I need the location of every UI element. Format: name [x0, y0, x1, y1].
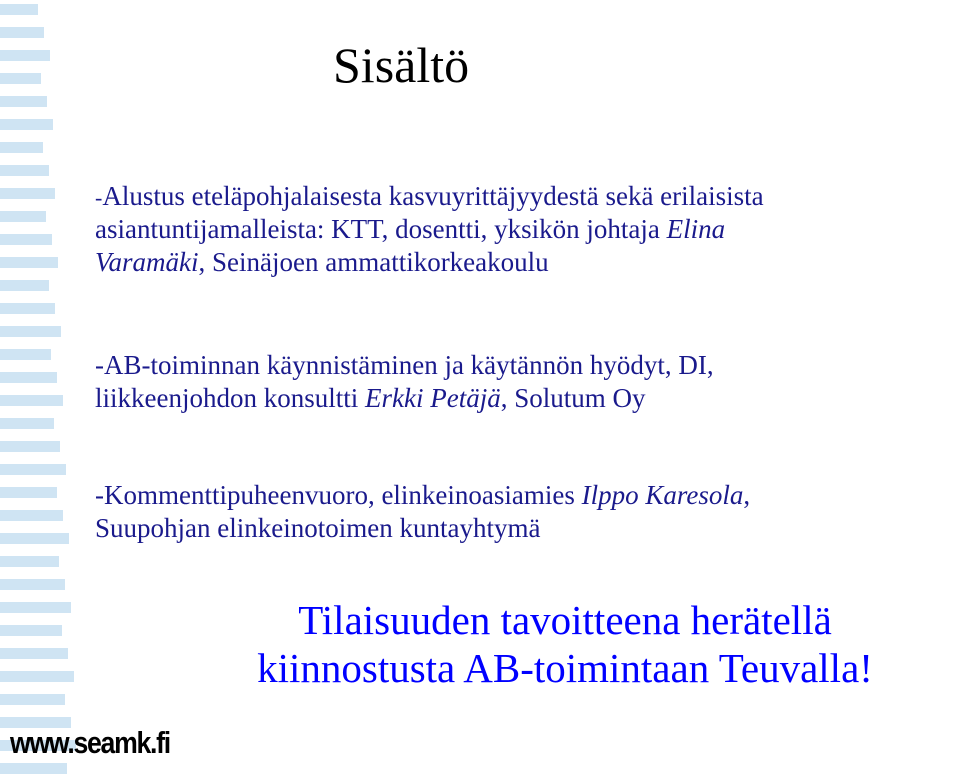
- stripe: [0, 602, 71, 613]
- speaker-company: , Solutum Oy: [500, 382, 646, 413]
- stripe: [0, 694, 65, 705]
- stripe: [0, 165, 49, 176]
- stripe: [0, 464, 66, 475]
- agenda-item-2-line2: liikkeenjohdon konsultti: [95, 382, 365, 413]
- stripe: [0, 625, 62, 636]
- stripe: [0, 395, 63, 406]
- agenda-item-1-line3: , Seinäjoen ammattikorkeakoulu: [198, 246, 549, 277]
- stripe: [0, 441, 60, 452]
- stripe: [0, 257, 58, 268]
- speaker-first-name: Elina: [666, 213, 726, 244]
- stripe: [0, 648, 68, 659]
- stripe: [0, 303, 55, 314]
- stripe: [0, 4, 38, 15]
- speaker-name: Ilppo Karesola: [581, 480, 744, 510]
- stripe: [0, 671, 74, 682]
- agenda-item-1-line2: asiantuntijamalleista: KTT, dosentti, yksikön johtaja: [95, 213, 667, 244]
- stripe: [0, 372, 57, 383]
- stripe: [0, 96, 47, 107]
- stripe: [0, 280, 49, 291]
- stripe: [0, 487, 57, 498]
- stripe: [0, 579, 65, 590]
- agenda-item-2: [95, 349, 714, 415]
- stripe: [0, 349, 51, 360]
- agenda-item-1-dash: -: [95, 185, 103, 210]
- agenda-item-1: [95, 180, 764, 279]
- decorative-stripes: [0, 0, 80, 779]
- stripe: [0, 326, 61, 337]
- stripe: [0, 533, 69, 544]
- agenda-item-3-line1: -Kommenttipuheenvuoro, elinkeinoasiamies: [95, 480, 582, 510]
- stripe: [0, 556, 59, 567]
- agenda-item-3-line2: Suupohjan elinkeinotoimen kuntayhtymä: [95, 512, 541, 543]
- stripe: [0, 142, 43, 153]
- stripe: [0, 50, 50, 61]
- stripe: [0, 119, 53, 130]
- agenda-item-2-line1: -AB-toiminnan käynnistäminen ja käytännön hyödyt, DI,: [95, 350, 714, 380]
- agenda-item-3-comma: ,: [743, 480, 751, 510]
- stripe: [0, 234, 52, 245]
- seamk-logo: www.seamk.fi: [10, 725, 170, 760]
- speaker-last-name: Varamäki: [95, 246, 199, 277]
- stripe: [0, 27, 44, 38]
- stripe: [0, 188, 55, 199]
- event-goal-highlight: [180, 597, 950, 692]
- page-title: Sisältö: [333, 37, 470, 93]
- speaker-name: Erkki Petäjä: [365, 382, 501, 413]
- stripe: [0, 73, 41, 84]
- highlight-line-1: Tilaisuuden tavoitteena herätellä: [298, 597, 832, 643]
- stripe: [0, 510, 63, 521]
- agenda-item-1-line1: Alustus eteläpohjalaisesta kasvuyrittäjyydestä sekä erilaisista: [102, 181, 764, 211]
- stripe: [0, 763, 67, 774]
- stripe: [0, 211, 46, 222]
- stripe: [0, 418, 54, 429]
- agenda-item-3: [95, 479, 750, 545]
- highlight-line-2: kiinnostusta AB-toimintaan Teuvalla!: [257, 644, 873, 691]
